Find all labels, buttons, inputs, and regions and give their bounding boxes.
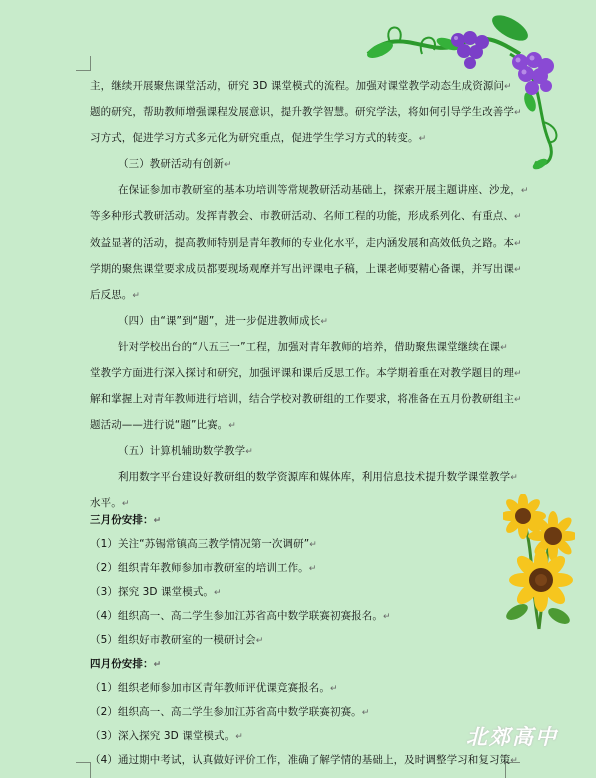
text-line [90,633,263,648]
line-text: （5）组织好市教研室的一模研讨会 [90,634,256,646]
sunflower-decoration [503,494,575,636]
line-text: 三月份安排： [90,514,154,526]
text-line [90,262,522,277]
text-line [90,705,369,720]
paragraph-mark: ↵ [255,636,264,646]
line-text: （3）探究 3D 课堂模式。 [90,586,215,598]
paragraph-mark: ↵ [132,291,141,301]
section-heading [90,513,161,528]
line-text: 堂教学方面进行深入探讨和研究，加强评课和课后反思工作。本学期着重在对教学题目的理 [90,367,514,379]
paragraph-mark: ↵ [224,160,232,170]
grape-vine-decoration [360,14,570,176]
line-text: （2）组织青年教师参加市教研室的培训工作。 [90,562,309,574]
text-line [90,753,518,768]
line-text: 等多种形式教研活动。发挥青教会、市教研活动、名师工程的功能，形成系列化、有重点、 [90,210,514,222]
text-line [90,131,426,146]
paragraph-mark: ↵ [510,756,518,766]
paragraph-mark: ↵ [514,369,522,379]
paragraph-mark: ↵ [520,186,529,196]
paragraph-mark: ↵ [514,108,522,118]
paragraph-mark: ↵ [309,540,317,550]
text-line [90,609,391,624]
line-text: （4）通过期中考试，认真做好评价工作，准确了解学情的基础上，及时调整学习和复习策 [90,754,511,766]
text-line [90,366,522,381]
text-line [90,496,129,511]
text-line [118,183,528,198]
paragraph-mark: ↵ [228,421,236,431]
line-text: （3）深入探究 3D 课堂模式。 [90,730,236,742]
paragraph-mark: ↵ [514,212,522,222]
line-text: 利用数字平台建设好教研组的数学资源库和媒体库，利用信息技术提升数学课堂教学 [118,471,511,483]
text-line [118,444,253,459]
text-line [118,314,328,329]
text-line [118,470,518,485]
text-line [90,418,236,433]
line-text: 在保证参加市教研室的基本功培训等常规教研活动基础上，探索开展主题讲座、沙龙， [118,184,521,196]
line-text: 主，继续开展聚焦课堂活动，研究 3D 课堂模式的流程。加强对课堂教学动态生成资源问 [90,80,505,92]
text-line [90,537,317,552]
line-text: 针对学校出台的“八五三一”工程，加强对青年教师的培养，借助聚焦课堂继续在课 [118,341,501,353]
crop-mark-top-left [76,56,91,71]
line-text: （4）组织高一、高二学生参加江苏省高中数学联赛初赛报名。 [90,610,383,622]
paragraph-mark: ↵ [418,134,427,144]
paragraph-mark: ↵ [153,660,162,670]
paragraph-mark: ↵ [382,612,391,622]
line-text: 解和掌握上对青年教师进行培训，结合学校对教研组的工作要求，将准备在五月份教研组主 [90,393,514,405]
line-text: 四月份安排： [90,658,154,670]
paragraph-mark: ↵ [121,499,130,509]
line-text: （五）计算机辅助数学教学 [118,445,246,457]
line-text: （1）组织老师参加市区青年教师评优课竞赛报名。 [90,682,330,694]
paragraph-mark: ↵ [514,239,522,249]
paragraph-mark: ↵ [514,265,522,275]
text-line [118,157,232,172]
text-line [90,236,522,251]
paragraph-mark: ↵ [235,732,243,742]
text-line [118,340,508,355]
line-text: 水平。 [90,497,122,509]
paragraph-mark: ↵ [510,473,518,483]
text-line [90,681,338,696]
line-text: （2）组织高一、高二学生参加江苏省高中数学联赛初赛。 [90,706,362,718]
text-line [90,288,140,303]
paragraph-mark: ↵ [320,317,329,327]
text-line [90,561,316,576]
paragraph-mark: ↵ [329,684,338,694]
line-text: 学期的聚焦课堂要求成员都要现场观摩并写出评课电子稿，上课老师要精心备课，并写出课 [90,263,514,275]
line-text: 习方式，促进学习方式多元化为研究重点，促进学生学习方式的转变。 [90,132,419,144]
line-text: 题活动——进行说“题”比赛。 [90,419,229,431]
text-line [90,585,222,600]
section-heading [90,657,161,672]
line-text: （四）由“课”到“题”，进一步促进教师成长 [118,315,321,327]
paragraph-mark: ↵ [361,708,370,718]
text-line [90,729,243,744]
line-text: （1）关注“苏锡常镇高三教学情况第一次调研” [90,538,310,550]
text-line [90,209,522,224]
watermark-text: 北郊高中 [466,725,558,749]
paragraph-mark: ↵ [500,343,508,353]
line-text: 后反思。 [90,289,133,301]
text-line [90,105,522,120]
paragraph-mark: ↵ [245,447,253,457]
paragraph-mark: ↵ [308,564,317,574]
line-text: 效益显著的活动，提高教师特别是青年教师的专业化水平，走内涵发展和高效低负之路。本 [90,237,514,249]
paragraph-mark: ↵ [514,395,522,405]
text-line [90,79,512,94]
line-text: 题的研究，帮助教师增强课程发展意识，提升教学智慧。研究学法，将如何引导学生改善学 [90,106,514,118]
paragraph-mark: ↵ [153,516,162,526]
paragraph-mark: ↵ [214,588,222,598]
line-text: （三）教研活动有创新 [118,158,224,170]
paragraph-mark: ↵ [504,82,512,92]
text-line [90,392,522,407]
crop-mark-bottom-left [76,762,91,778]
